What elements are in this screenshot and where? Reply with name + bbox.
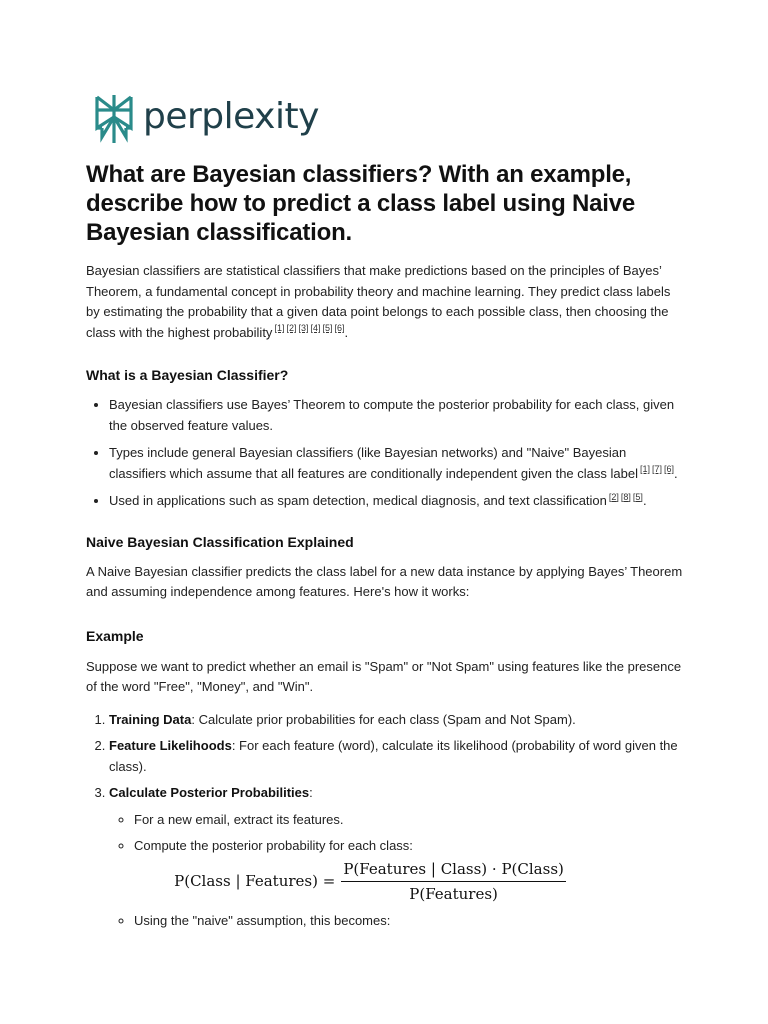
step-text: : For each feature (word), calculate its likelihood (probability of word given the class). bbox=[109, 738, 678, 774]
list-item bbox=[109, 736, 686, 777]
citation-link[interactable]: [2] bbox=[286, 323, 297, 334]
logo-wordmark: perplexity bbox=[143, 96, 319, 137]
bayes-formula bbox=[54, 859, 686, 905]
list-item: ◦ Using the "naive" assumption, this becomes: bbox=[134, 911, 686, 932]
citation-link[interactable]: [1] bbox=[639, 464, 650, 475]
citation-link[interactable]: [8] bbox=[620, 491, 631, 502]
citation-link[interactable]: [6] bbox=[664, 464, 675, 475]
list-item: • Used in applications such as spam detection, medical diagnosis, and text classification [2] [8] [5]. bbox=[109, 491, 686, 512]
citation-link[interactable]: [7] bbox=[651, 464, 662, 475]
intro-citations bbox=[272, 323, 344, 333]
formula-numerator: P(Features | Class) · P(Class) bbox=[341, 859, 566, 883]
step-label: Calculate Posterior Probabilities bbox=[109, 785, 310, 800]
step-label: Training Data bbox=[109, 711, 192, 727]
list-item: • Types include general Bayesian classifiers (like Bayesian networks) and "Naive" Bayesian classifiers which assume that all features are conditionally independent given the class label [1] [7] [6]. bbox=[109, 443, 686, 484]
bullet-text: Types include general Bayesian classifiers (like Bayesian networks) and "Naive" Bayesian classifiers which assume that all features are conditionally independent given the class label bbox=[109, 445, 638, 481]
example-paragraph: Suppose we want to predict whether an email is "Spam" or "Not Spam" using features like the presence of the word "Free", "Money", and "Win". bbox=[86, 658, 682, 694]
substeps-list bbox=[109, 810, 686, 932]
answer-content bbox=[86, 160, 686, 937]
list-item: ◦ For a new email, extract its features. bbox=[134, 810, 686, 831]
section-heading-what-is: What is a Bayesian Classifier? bbox=[86, 367, 289, 383]
formula-lhs: P(Class | Features) = bbox=[174, 872, 336, 891]
bullet-text: Bayesian classifiers use Bayes’ Theorem to compute the posterior probability for each class, given the observed feature values. bbox=[109, 397, 675, 433]
list-item bbox=[109, 710, 686, 731]
list-item bbox=[109, 395, 686, 436]
formula-denominator: P(Features) bbox=[409, 885, 498, 903]
bullet-text: Used in applications such as spam detection, medical diagnosis, and text classification bbox=[109, 493, 607, 508]
citation-link[interactable]: [3] bbox=[298, 323, 309, 334]
citation-link[interactable]: [4] bbox=[310, 323, 321, 334]
citation-link[interactable]: [1] bbox=[274, 323, 285, 334]
step-text: : Calculate prior probabilities for each class (Spam and Not Spam). bbox=[191, 711, 576, 727]
list-item bbox=[134, 836, 686, 905]
formula-fraction bbox=[341, 859, 566, 905]
perplexity-logo bbox=[93, 93, 319, 145]
steps-list bbox=[86, 710, 686, 932]
section-heading-example: Example bbox=[86, 627, 144, 644]
substep-text: Compute the posterior probability for each class: bbox=[134, 838, 413, 853]
citation-link[interactable]: [2] bbox=[608, 491, 619, 502]
step-label: Feature Likelihoods bbox=[109, 738, 232, 753]
bullet-citations bbox=[607, 492, 643, 502]
bullet-citations bbox=[638, 464, 674, 474]
citation-link[interactable]: [5] bbox=[322, 323, 333, 334]
list-item bbox=[109, 783, 686, 931]
citation-link[interactable]: [6] bbox=[334, 323, 345, 334]
page-title: What are Bayesian classifiers? With an example, describe how to predict a class label using Naive Bayesian classification. bbox=[86, 161, 636, 246]
step-text: : bbox=[309, 785, 313, 800]
bullet-list bbox=[86, 395, 686, 512]
perplexity-logo-icon bbox=[93, 93, 135, 145]
citation-link[interactable]: [5] bbox=[632, 491, 643, 502]
intro-text: Bayesian classifiers are statistical classifiers that make predictions based on the principles of Bayes’ Theorem, a fundamental concept in probability theory and machine learning. They predict class labels by estimating the probability that a given data point belongs to each possible class, then choosing the class with the highest probability bbox=[86, 263, 671, 340]
intro-paragraph: Bayesian classifiers are statistical classifiers that make predictions based on the principles of Bayes’ Theorem, a fundamental concept in probability theory and machine learning. They predict class labels by estimating the probability that a given data point belongs to each possible class, then choosing the class with the highest probability [1] [2] [3] [4] [5] [6]. bbox=[86, 263, 671, 340]
section-heading-naive: Naive Bayesian Classification Explained bbox=[86, 533, 354, 550]
naive-paragraph: A Naive Bayesian classifier predicts the class label for a new data instance by applying Bayes’ Theorem and assuming independence among features. Here's how it works: bbox=[86, 563, 683, 599]
